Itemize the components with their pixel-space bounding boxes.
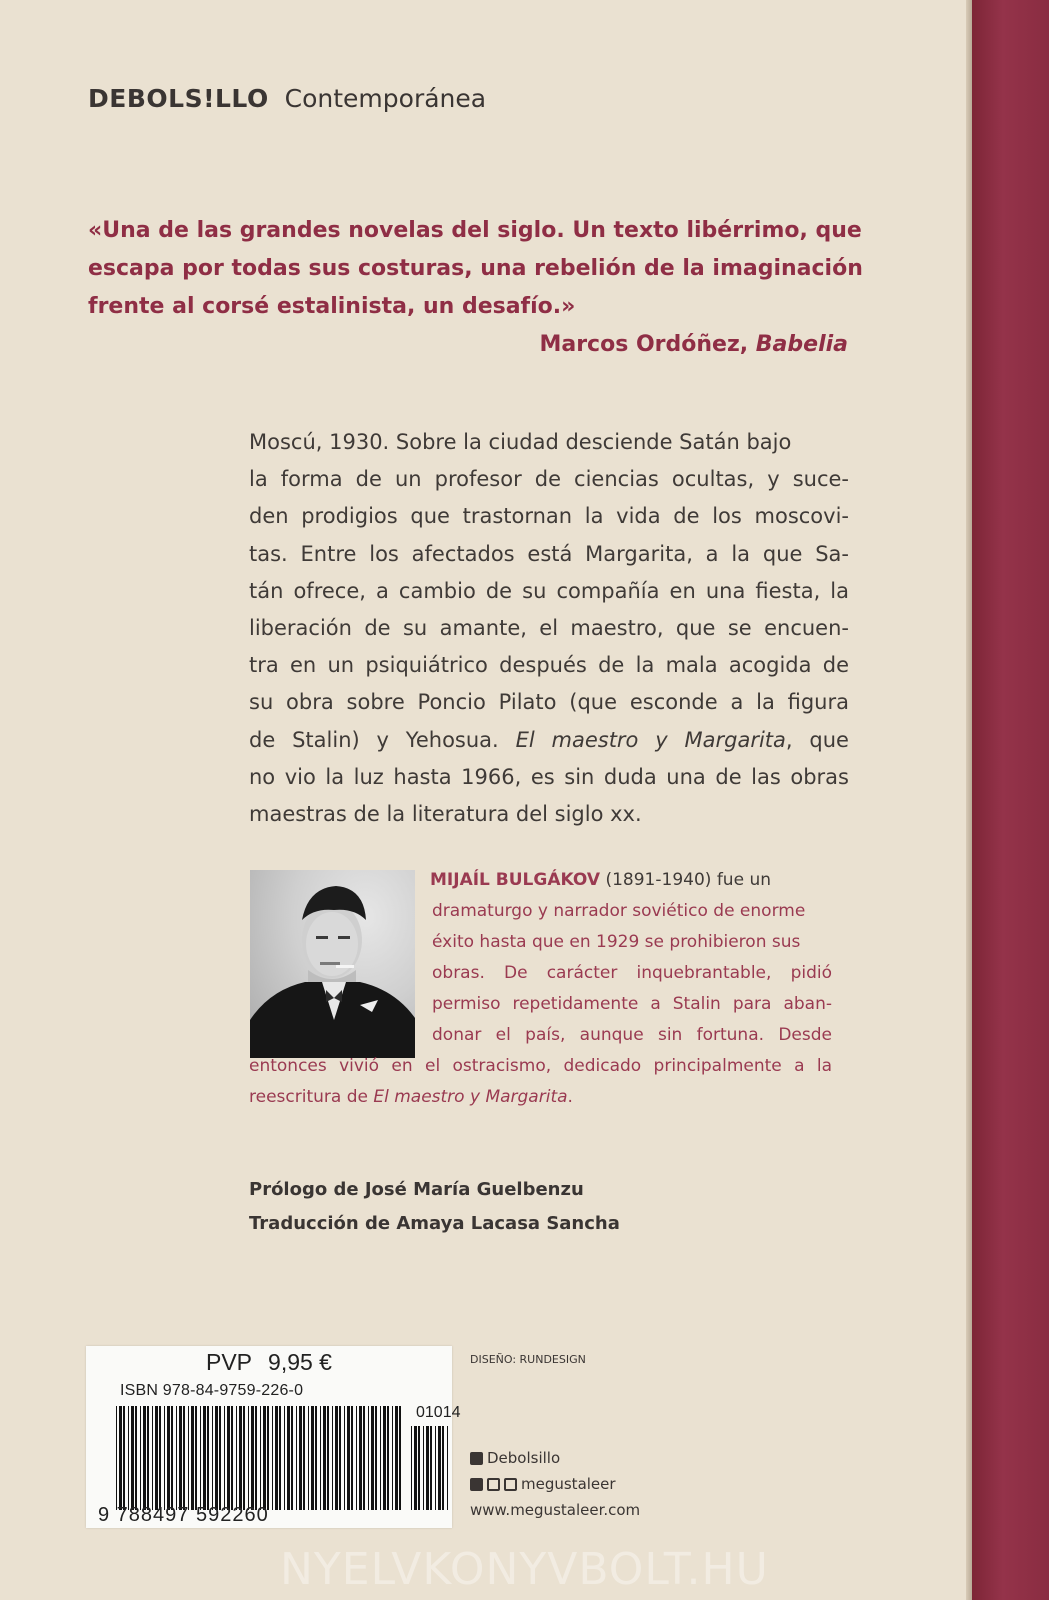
price: 9,95 € [268, 1349, 332, 1375]
isbn: ISBN 978-84-9759-226-0 [120, 1382, 304, 1399]
author-dates: (1891-1940) [600, 870, 712, 890]
synopsis [249, 424, 849, 833]
barcode-digits: 9 788497 592260 [98, 1504, 269, 1526]
pvp-label: PVP [206, 1349, 253, 1375]
design-credit: DISEÑO: RUNDESIGN [470, 1353, 586, 1366]
bio-text: reescritura de [249, 1087, 374, 1107]
social-handles[interactable] [470, 1471, 640, 1497]
barcode-addon-code: 01014 [416, 1404, 461, 1421]
prologue-credit: Prólogo de José María Guelbenzu [249, 1179, 584, 1200]
quote-line: «Una de las grandes novelas del siglo. Un texto libérrimo, que [88, 218, 862, 243]
youtube-icon [504, 1478, 517, 1491]
facebook-link[interactable] [470, 1445, 640, 1471]
bio-line: obras. De carácter inquebrantable, pidió [432, 963, 832, 983]
credits [249, 1173, 620, 1241]
cover-spine [972, 0, 1049, 1600]
bio-line: dramaturgo y narrador soviético de enorme [432, 901, 806, 921]
collection-name: Contemporánea [284, 84, 487, 113]
bio-text: . [567, 1087, 573, 1107]
social-handle: megustaleer [521, 1475, 616, 1493]
facebook-handle: Debolsillo [487, 1449, 561, 1467]
author-photo [250, 870, 415, 1058]
synopsis-line: no vio la luz hasta 1966, es sin duda una de las obras [249, 764, 849, 789]
bio-line: permiso repetidamente a Stalin para aban- [432, 994, 832, 1014]
bio-text: fue un [711, 870, 771, 890]
quote-line: escapa por todas sus costuras, una rebelión de la imaginación [88, 256, 863, 281]
synopsis-line [249, 722, 849, 759]
instagram-icon [487, 1478, 500, 1491]
synopsis-line: tán ofrece, a cambio de su compañía en una fiesta, la [249, 578, 849, 603]
author-name: MIJAÍL BULGÁKOV [430, 870, 601, 890]
website-link[interactable] [470, 1497, 640, 1523]
synopsis-text: de Stalin) y Yehosua. [249, 727, 516, 752]
publisher-logo: DEBOLS!LLO [88, 84, 269, 113]
quote-author: Marcos Ordóñez, [539, 332, 749, 357]
facebook-icon [470, 1452, 483, 1465]
book-title: El maestro y Margarita [373, 1087, 568, 1107]
synopsis-line: den prodigios que trastornan la vida de los moscovi- [249, 504, 849, 529]
bio-line [430, 865, 771, 896]
price-row [86, 1349, 452, 1376]
synopsis-line: maestras de la literatura del siglo xx. [249, 802, 642, 827]
publisher-header [88, 84, 486, 113]
website-url: www.megustaleer.com [470, 1501, 641, 1519]
translation-credit: Traducción de Amaya Lacasa Sancha [249, 1213, 620, 1234]
synopsis-line: su obra sobre Poncio Pilato (que esconde a la figura [249, 690, 849, 715]
bio-line: entonces vivió en el ostracismo, dedicado principalmente a la [249, 1056, 832, 1076]
bio-line: donar el país, aunque sin fortuna. Desde [432, 1025, 832, 1045]
synopsis-line: liberación de su amante, el maestro, que se encuen- [249, 616, 849, 641]
watermark: NYELVKONYVBOLT.HU [280, 1544, 769, 1595]
barcode [116, 1406, 404, 1510]
synopsis-text: , que [785, 727, 849, 752]
barcode-addon [411, 1426, 451, 1510]
synopsis-line: Moscú, 1930. Sobre la ciudad desciende Satán bajo [249, 430, 792, 454]
book-title: El maestro y Margarita [515, 727, 786, 752]
twitter-icon [470, 1478, 483, 1491]
bio-line [249, 1082, 573, 1113]
quote-source: Babelia [755, 332, 848, 357]
bio-line: éxito hasta que en 1929 se prohibieron sus [432, 932, 801, 952]
price-label [86, 1346, 461, 1528]
quote-line: frente al corsé estalinista, un desafío.» [88, 294, 576, 319]
synopsis-line: la forma de un profesor de ciencias ocultas, y suce- [249, 467, 849, 492]
social-links [470, 1445, 640, 1523]
quote-attribution [88, 326, 848, 364]
synopsis-line: tas. Entre los afectados está Margarita, a la que Sa- [249, 541, 849, 566]
synopsis-line: tra en un psiquiátrico después de la mala acogida de [249, 653, 849, 678]
review-quote [88, 212, 863, 326]
